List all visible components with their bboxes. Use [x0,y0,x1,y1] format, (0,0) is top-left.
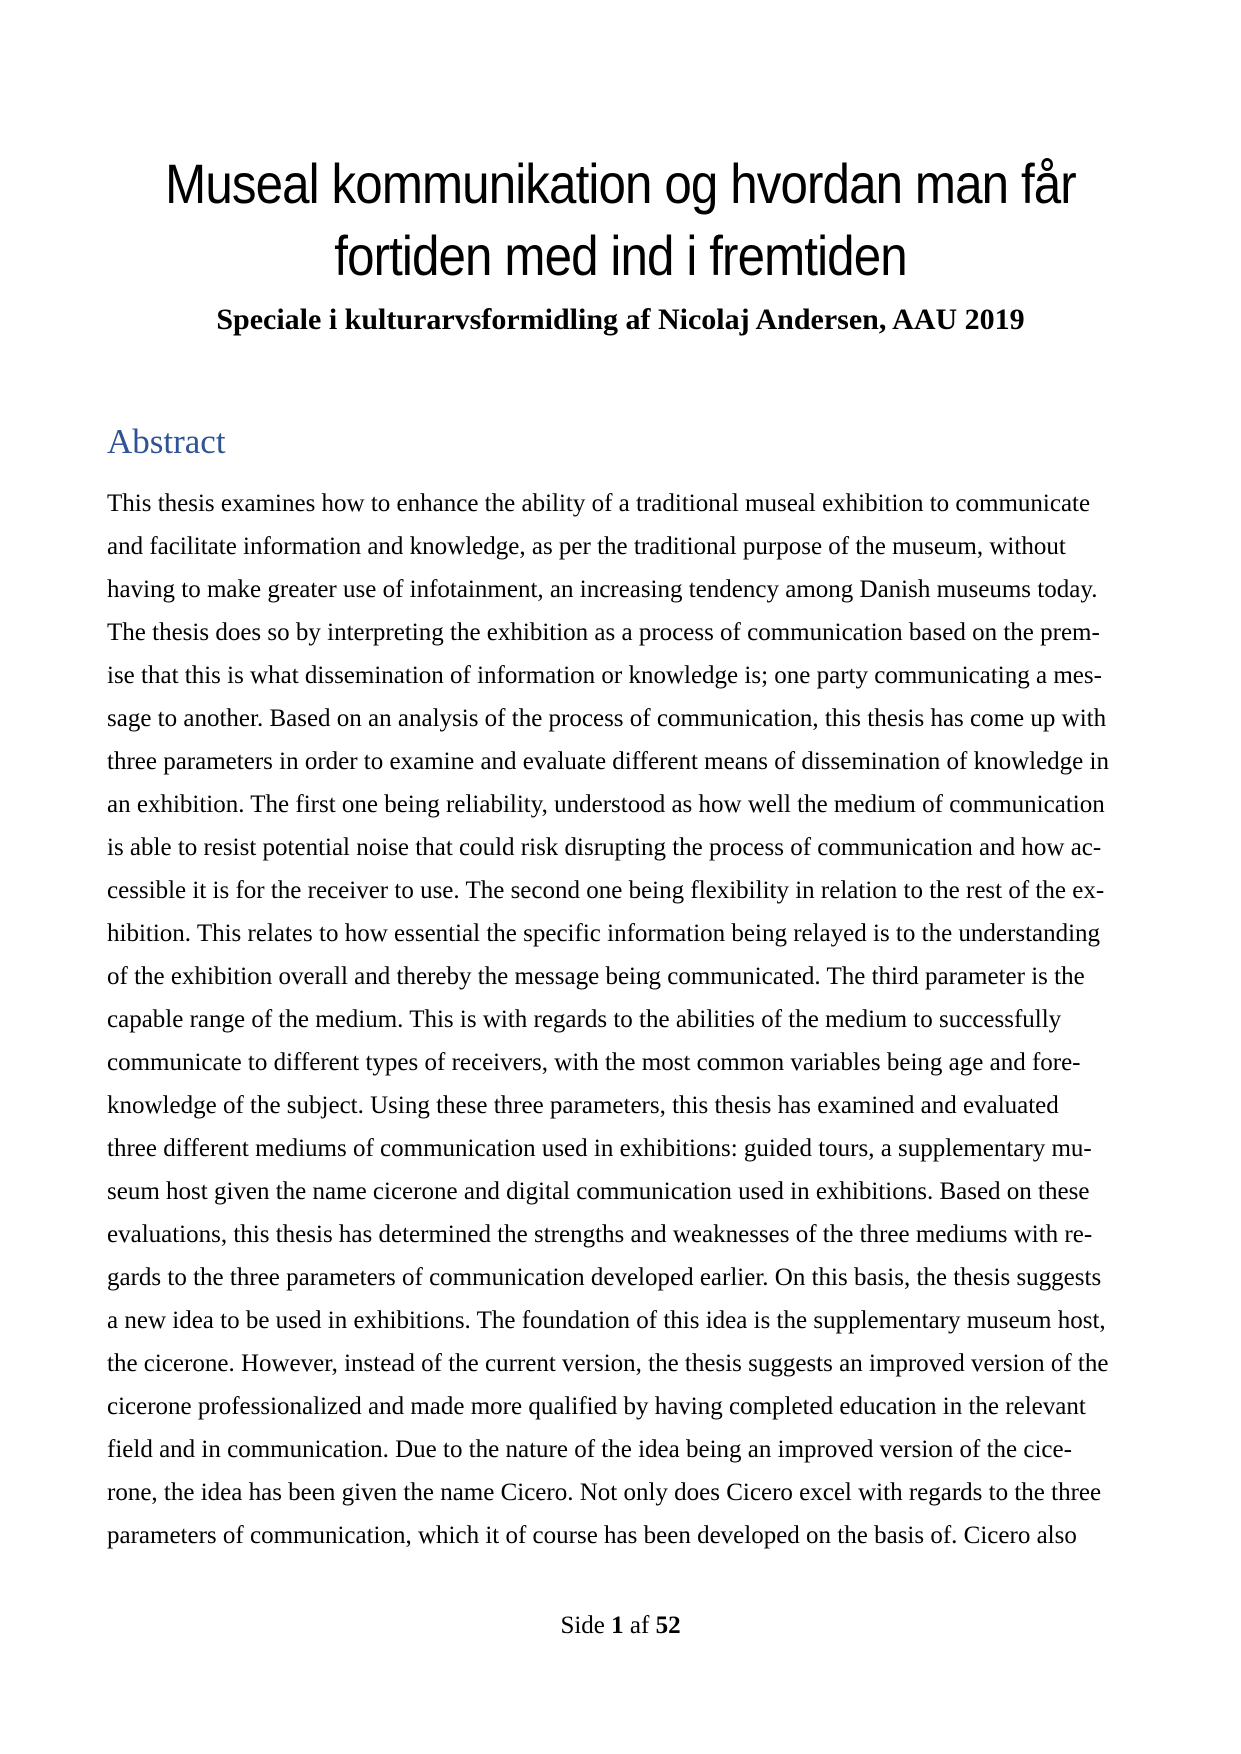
document-title-line-1: Museal kommunikation og hvordan man får [165,152,1076,215]
abstract-line: sage to another. Based on an analysis of the process of communication, this thesis has come up with [107,705,1107,732]
abstract-line: cessible it is for the receiver to use. The second one being flexibility in relation to the rest of the ex- [107,877,1105,904]
abstract-line: The thesis does so by interpreting the exhibition as a process of communication based on the prem- [107,619,1100,646]
abstract-line: evaluations, this thesis has determined the strengths and weaknesses of the three mediums with re- [107,1221,1093,1248]
abstract-line: knowledge of the subject. Using these three parameters, this thesis has examined and evaluated [107,1092,1059,1119]
footer-separator-label: af [629,1612,650,1639]
abstract-line: capable range of the medium. This is with regards to the abilities of the medium to successfully [107,1006,1062,1033]
abstract-line: This thesis examines how to enhance the ability of a traditional museal exhibition to communicate [107,490,1091,517]
abstract-line: an exhibition. The first one being reliability, understood as how well the medium of communication [107,791,1105,818]
footer-prefix-label: Side [560,1612,605,1639]
abstract-line: of the exhibition overall and thereby the message being communicated. The third parameter is the [107,963,1085,990]
abstract-line: having to make greater use of infotainment, an increasing tendency among Danish museums today. [107,576,1098,603]
footer-total-pages: 52 [655,1612,681,1639]
abstract-line: seum host given the name cicerone and digital communication used in exhibitions. Based on these [107,1178,1090,1205]
abstract-paragraph [107,482,1161,1557]
abstract-line: three parameters in order to examine and evaluate different means of dissemination of knowledge in [107,748,1109,775]
document-title-line-2: fortiden med ind i fremtiden [334,224,907,287]
abstract-line: ise that this is what dissemination of information or knowledge is; one party communicating a mes- [107,662,1102,689]
abstract-line: rone, the idea has been given the name Cicero. Not only does Cicero excel with regards to the three [107,1479,1102,1506]
abstract-line: field and in communication. Due to the nature of the idea being an improved version of the cice- [107,1436,1072,1463]
abstract-line: communicate to different types of receivers, with the most common variables being age and fore- [107,1049,1081,1076]
abstract-heading: Abstract [107,422,226,461]
abstract-line: hibition. This relates to how essential the specific information being relayed is to the understanding [107,920,1101,947]
title-block [0,0,1241,338]
page-footer [0,1610,1241,1642]
document-subtitle: Speciale i kulturarvsformidling af Nicolaj Andersen, AAU 2019 [216,303,1025,336]
abstract-line: cicerone professionalized and made more qualified by having completed education in the relevant [107,1393,1086,1420]
abstract-line: three different mediums of communication used in exhibitions: guided tours, a supplementary mu- [107,1135,1092,1162]
footer-page-number: 1 [611,1612,624,1639]
abstract-line: parameters of communication, which it of course has been developed on the basis of. Cicero also [107,1522,1077,1549]
abstract-line: the cicerone. However, instead of the current version, the thesis suggests an improved version of the [107,1350,1109,1377]
abstract-line: a new idea to be used in exhibitions. The foundation of this idea is the supplementary museum host, [107,1307,1106,1334]
abstract-line: is able to resist potential noise that could risk disrupting the process of communication and how ac- [107,834,1102,861]
abstract-line: gards to the three parameters of communication developed earlier. On this basis, the thesis suggests [107,1264,1102,1291]
abstract-line: and facilitate information and knowledge, as per the traditional purpose of the museum, without [107,533,1066,560]
